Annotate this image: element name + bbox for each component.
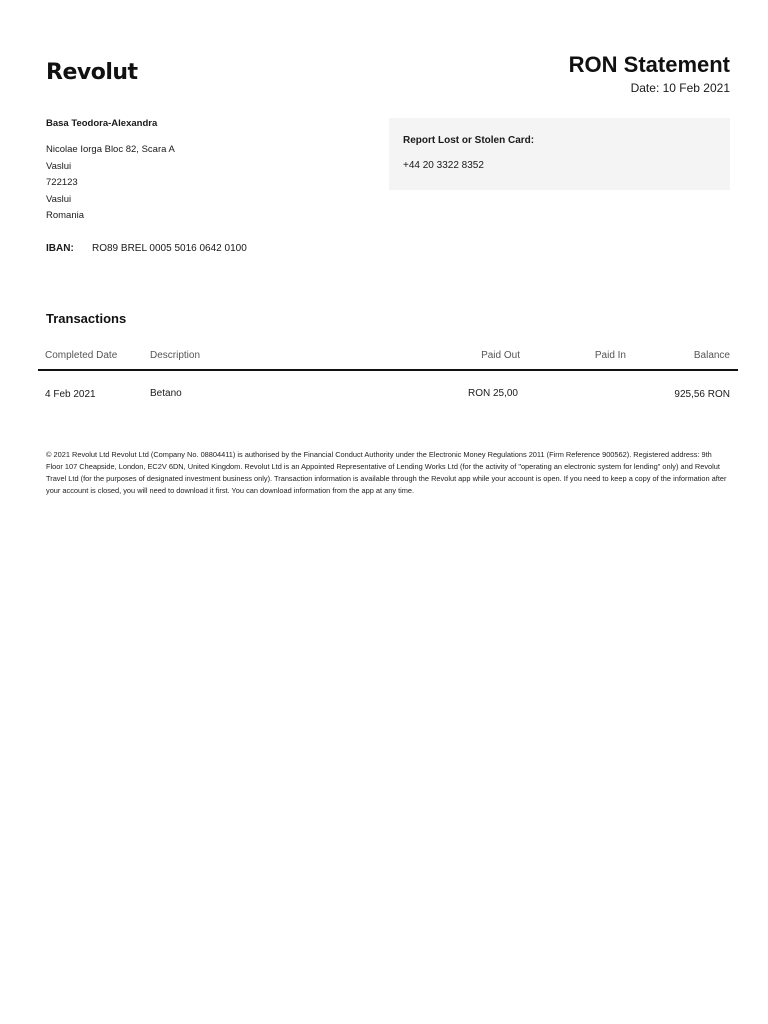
table-header-rule [38,369,738,371]
lost-card-panel [389,118,730,190]
cell-description: Betano [150,388,182,399]
cell-paid-out: RON 25,00 [467,388,518,399]
col-header-description: Description [150,350,201,361]
lost-card-phone: +44 20 3322 8352 [403,160,484,171]
statement-title: RON Statement [568,52,730,77]
lost-card-label: Report Lost or Stolen Card: [403,135,535,146]
revolut-logo: Revolut [46,60,138,85]
account-holder-block [46,118,175,225]
address-line: Nicolae Iorga Bloc 82, Scara A [46,144,175,155]
col-header-paid-in: Paid In [594,350,626,361]
col-header-balance: Balance [693,350,730,361]
holder-name: Basa Teodora-Alexandra [46,118,158,129]
transactions-title: Transactions [46,311,127,326]
col-header-paid-out: Paid Out [481,350,520,361]
address-line: Romania [46,210,85,221]
statement-date: Date: 10 Feb 2021 [630,81,730,95]
col-header-completed-date: Completed Date [45,350,118,361]
legal-footer: © 2021 Revolut Ltd Revolut Ltd (Company No. 08804411) is authorised by the Financial Conduct Authority under the Electronic Money Regulations 2011 (Firm Reference 900562). Registered address: 9th Floor 107 Cheapside, London, EC2V 6DN, United Kingdom. Revolut Ltd is an Appointed Representative of Lending Works Ltd (for the activity of "operating an electronic system for lending" only) and Revolut Travel Ltd (for the purposes of designated investment business only). Transaction information is available through the Revolut app while your account is open. If you need to keep a copy of the information after your account is closed, you will need to download it first. You can download information from the app at any time. [46,450,727,495]
iban-label: IBAN: [46,243,74,254]
iban-value: RO89 BREL 0005 5016 0642 0100 [92,243,247,254]
address-line: Vaslui [46,193,72,205]
cell-completed-date: 4 Feb 2021 [45,389,96,400]
iban-row [46,243,247,254]
address-line: 722123 [46,177,78,188]
address-line: Vaslui [46,160,72,172]
cell-balance: 925,56 RON [674,389,730,400]
